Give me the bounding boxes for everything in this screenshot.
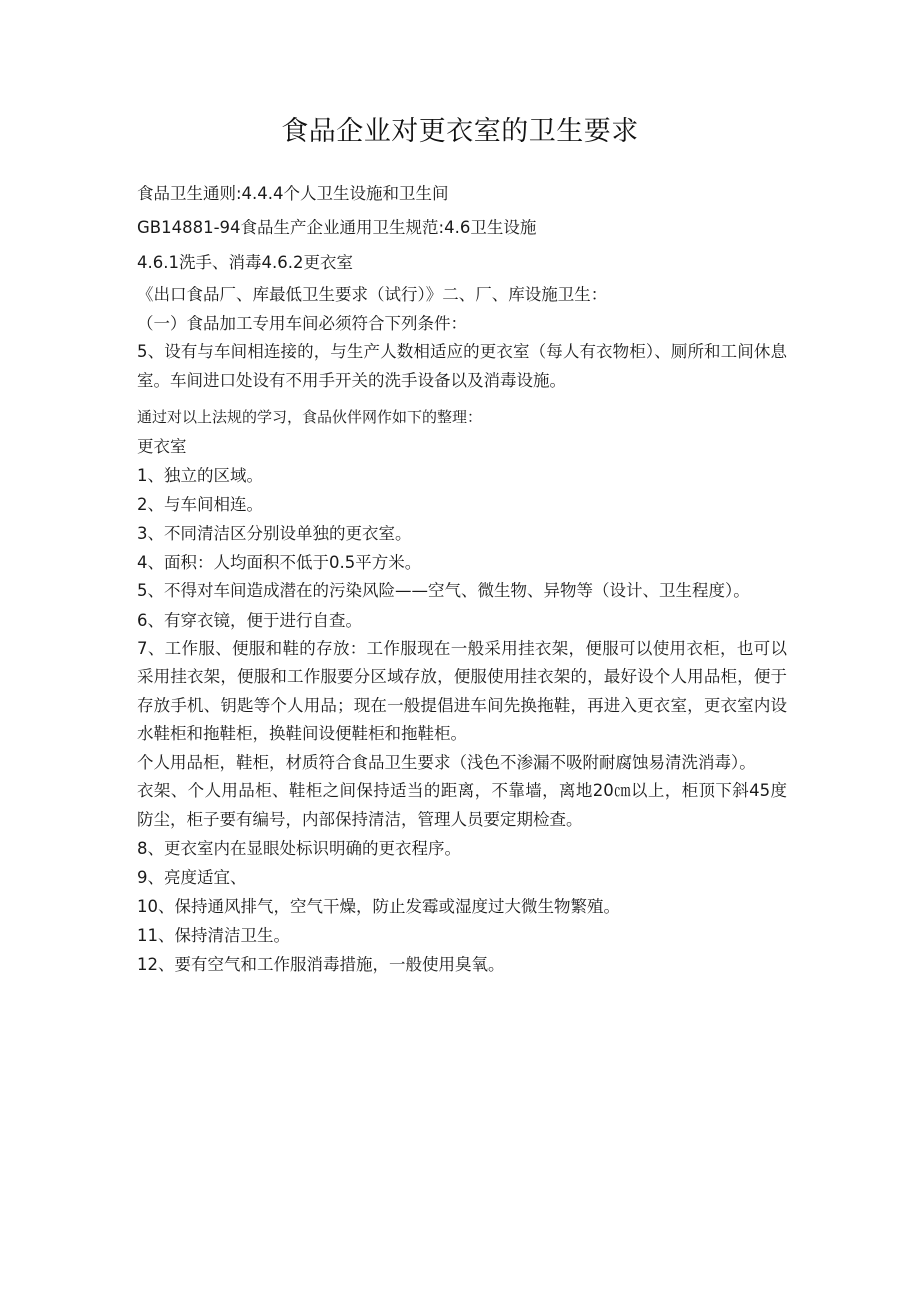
reference-list	[137, 177, 787, 281]
reference-line: 食品卫生通则:4.4.4个人卫生设施和卫生间	[137, 184, 449, 203]
regulation-condition: （一）食品加工专用车间必须符合下列条件：	[137, 314, 467, 333]
list-item: 12、要有空气和工作服消毒措施，一般使用臭氧。	[137, 955, 505, 974]
list-item: 1、独立的区域。	[137, 466, 263, 485]
reference-line: 4.6.1洗手、消毒4.6.2更衣室	[137, 253, 353, 272]
list-item: 3、不同清洁区分别设单独的更衣室。	[137, 524, 412, 543]
list-item: 6、有穿衣镜，便于进行自查。	[137, 610, 362, 630]
list-item: 10、保持通风排气，空气干燥，防止发霉或湿度过大微生物繁殖。	[137, 897, 620, 916]
regulation-section	[137, 280, 787, 395]
document-title: 食品企业对更衣室的卫生要求	[281, 116, 639, 147]
section-heading: 更衣室	[137, 437, 187, 456]
reference-line: GB14881-94食品生产企业通用卫生规范:4.6卫生设施	[137, 218, 537, 237]
list-item: 2、与车间相连。	[137, 495, 263, 514]
list-item: 个人用品柜，鞋柜，材质符合食品卫生要求（浅色不渗漏不吸附耐腐蚀易清洗消毒）。	[137, 752, 756, 772]
summary-section	[137, 403, 787, 979]
regulation-title: 《出口食品厂、库最低卫生要求（试行）》二、厂、库设施卫生：	[137, 285, 608, 304]
list-item: 11、保持清洁卫生。	[137, 926, 290, 945]
list-item: 衣架、个人用品柜、鞋柜之间保持适当的距离，不靠墙，离地20㎝以上，柜顶下斜45度防尘，柜子要有编号，内部保持清洁，管理人员要定期检查。	[137, 781, 787, 829]
list-item: 4、面积：人均面积不低于0.5平方米。	[137, 553, 422, 572]
regulation-item: 5、设有与车间相连接的，与生产人数相适应的更衣室（每人有衣物柜）、厕所和工间休息室。车间进口处设有不用手开关的洗手设备以及消毒设施。	[137, 342, 787, 390]
list-item: 7、工作服、便服和鞋的存放：工作服现在一般采用挂衣架，便服可以使用衣柜，也可以采用挂衣架，便服和工作服要分区域存放，便服使用挂衣架的，最好设个人用品柜，便于存放手机、钥匙等个人用品；现在一般提倡进车间先换拖鞋，再进入更衣室，更衣室内设水鞋柜和拖鞋柜，换鞋间设便鞋柜和拖鞋柜。	[137, 638, 787, 743]
list-item: 9、亮度适宜、	[137, 868, 247, 887]
summary-intro: 通过对以上法规的学习，食品伙伴网作如下的整理：	[137, 408, 483, 426]
list-item: 8、更衣室内在显眼处标识明确的更衣程序。	[137, 839, 461, 858]
list-item: 5、不得对车间造成潜在的污染风险——空气、微生物、异物等（设计、卫生程度）。	[137, 581, 750, 600]
